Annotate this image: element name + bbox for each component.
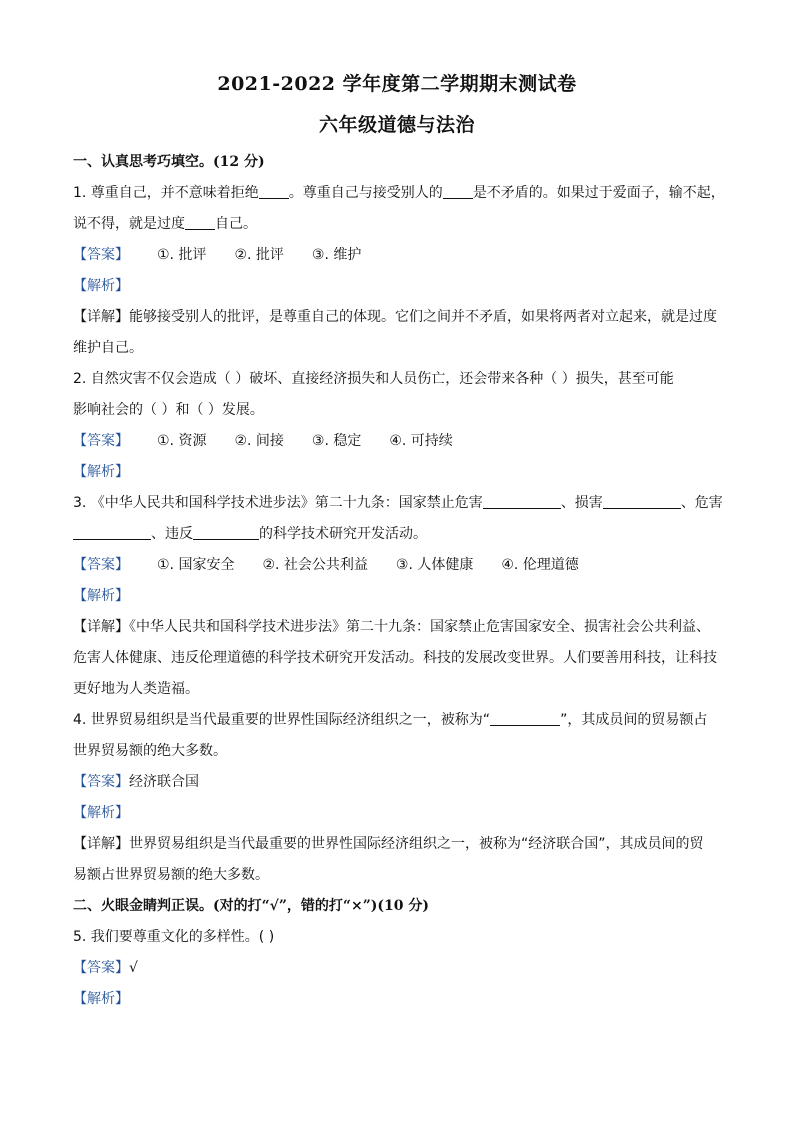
answer-blank (193, 525, 259, 540)
answer-option: ①. 资源 (157, 433, 207, 449)
answer-tag: 【答案】 (73, 433, 129, 449)
answer-blank (603, 494, 681, 509)
question-4-line-2: 世界贸易额的绝大多数。 (73, 743, 227, 759)
analysis-tag: 【解析】 (73, 464, 129, 480)
question-4-detail-1 (73, 829, 724, 860)
exam-content (73, 147, 724, 1015)
answer-option: ①. 国家安全 (157, 557, 235, 573)
question-4-analysis (73, 798, 724, 829)
answer-option: ①. 批评 (157, 247, 207, 263)
answer-option: ③. 维护 (311, 247, 362, 263)
answer-blank (490, 711, 560, 726)
answer-blank (483, 494, 561, 509)
section-heading-1: 一、认真思考巧填空。(12 分) (73, 154, 265, 170)
answer-option: ④. 可持续 (389, 433, 453, 449)
question-1-analysis (73, 271, 724, 302)
question-5-analysis (73, 984, 724, 1015)
question-1-line-1 (73, 178, 724, 209)
q4-text-b: ”，其成员间的贸易额占 (560, 712, 708, 728)
question-2-line-2: 影响社会的（ ）和（ ）发展。 (73, 402, 264, 418)
question-5-answer (73, 953, 724, 984)
answer-blank (259, 184, 289, 199)
q3-text-c: 、危害 (680, 495, 723, 511)
q1-text-d: 说不得，就是过度 (73, 216, 185, 232)
answer-text: √ (129, 960, 138, 976)
q3-text-b: 、损害 (560, 495, 603, 511)
answer-option: ②. 批评 (234, 247, 284, 263)
question-1-answer (73, 240, 724, 271)
question-5-line-1: 5. 我们要尊重文化的多样性。( ) (73, 929, 275, 945)
question-1-detail-1 (73, 302, 724, 333)
q1-text-e: 自己。 (215, 216, 257, 232)
question-4-line-1 (73, 705, 724, 736)
exam-subtitle: 六年级道德与法治 (318, 114, 475, 136)
analysis-tag: 【解析】 (73, 588, 129, 604)
question-1-detail-2: 维护自己。 (73, 340, 143, 356)
question-4-answer (73, 767, 724, 798)
q3-text-a: 3. 《中华人民共和国科学技术进步法》第二十九条：国家禁止危害 (73, 495, 483, 511)
section-heading-2: 二、火眼金睛判正误。(对的打“√”，错的打“×”)(10 分) (73, 898, 429, 914)
q4-text-a: 4. 世界贸易组织是当代最重要的世界性国际经济组织之一，被称为“ (73, 712, 491, 728)
detail-tag: 【详解】 (73, 309, 129, 325)
question-1-line-2 (73, 209, 724, 240)
answer-tag: 【答案】 (73, 960, 129, 976)
answer-option: ④. 伦理道德 (501, 557, 579, 573)
answer-tag: 【答案】 (73, 557, 129, 573)
q1-text-a: 1. 尊重自己，并不意味着拒绝 (73, 185, 259, 201)
question-3-analysis (73, 581, 724, 612)
q1-text-c: 是不矛盾的。如果过于爱面子，输不起， (472, 185, 725, 201)
question-3-detail-1 (73, 612, 724, 643)
question-2-answer (73, 426, 724, 457)
q3-text-e: 的科学技术研究开发活动。 (259, 526, 427, 542)
question-2-analysis (73, 457, 724, 488)
answer-option: ③. 人体健康 (395, 557, 474, 573)
analysis-tag: 【解析】 (73, 278, 129, 294)
answer-text: 经济联合国 (129, 774, 199, 790)
question-4-detail-2: 易额占世界贸易额的绝大多数。 (73, 867, 269, 883)
analysis-tag: 【解析】 (73, 805, 129, 821)
q1-text-b: 。尊重自己与接受别人的 (288, 185, 443, 201)
answer-tag: 【答案】 (73, 774, 129, 790)
detail-tag: 【详解】 (73, 836, 129, 852)
answer-tag: 【答案】 (73, 247, 129, 263)
answer-blank (73, 525, 151, 540)
q3-text-d: 、违反 (151, 526, 193, 542)
question-2-line-1: 2. 自然灾害不仅会造成（ ）破坏、直接经济损失和人员伤亡，还会带来各种（ ）损失，甚至可能 (73, 371, 674, 387)
detail-text: 能够接受别人的批评，是尊重自己的体现。它们之间并不矛盾，如果将两者对立起来，就是过度 (129, 309, 717, 325)
question-3-detail-2: 危害人体健康、违反伦理道德的科学技术研究开发活动。科技的发展改变世界。人们要善用科技，让科技 (73, 650, 717, 666)
question-3-answer (73, 550, 724, 581)
detail-text: 世界贸易组织是当代最重要的世界性国际经济组织之一，被称为“经济联合国”，其成员间的贸 (129, 836, 704, 852)
exam-title: 2021-2022 学年度第二学期期末测试卷 (217, 73, 577, 95)
answer-blank (443, 184, 473, 199)
detail-text: 《中华人民共和国科学技术进步法》第二十九条：国家禁止危害国家安全、损害社会公共利益、 (129, 619, 710, 635)
question-3-detail-3: 更好地为人类造福。 (73, 681, 199, 697)
question-3-line-1 (73, 488, 724, 519)
answer-blank (185, 215, 215, 230)
answer-option: ③. 稳定 (311, 433, 362, 449)
question-3-line-2 (73, 519, 724, 550)
answer-option: ②. 间接 (234, 433, 284, 449)
detail-tag: 【详解】 (73, 619, 129, 635)
analysis-tag: 【解析】 (73, 991, 129, 1007)
answer-option: ②. 社会公共利益 (262, 557, 368, 573)
